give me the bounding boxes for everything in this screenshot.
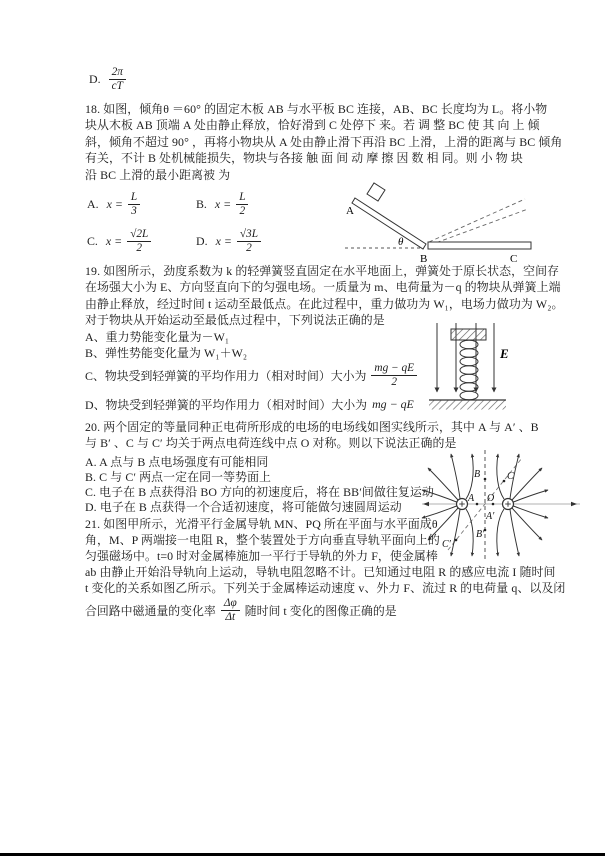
q18-option-a-fraction bbox=[128, 191, 140, 219]
q18-option-b bbox=[196, 191, 248, 219]
q21-last-line-post: 随时间 t 变化的图像正确的是 bbox=[244, 604, 397, 619]
q18-line-4: 有关，不计 B 处机械能损失，物块与各接 触 面 间 动 摩 擦 因 数 相 同。则 小 物 块 bbox=[85, 151, 523, 165]
label-a: A bbox=[346, 205, 354, 217]
label-c-prime: C′ bbox=[442, 539, 451, 550]
q19-line-1: 19. 如图所示，劲度系数为 k 的轻弹簧竖直固定在水平地面上，弹簧处于原长状态，空间存 bbox=[85, 264, 560, 278]
q18-option-a-eq: x = bbox=[106, 197, 123, 212]
q19-line-3: 由静止释放，经过时间 t 运动至最低点。在此过程中，重力做功为 W₁，电场力做功为 W₂。 bbox=[85, 297, 564, 311]
q19-option-c bbox=[85, 362, 417, 390]
q21-line-3: 匀强磁场中。t=0 时对金属棒施加一平行于导轨的外力 F，使金属棒 bbox=[85, 549, 438, 563]
q18-option-c bbox=[87, 228, 151, 256]
tilted-bc-dashed-lines bbox=[429, 199, 528, 245]
q18-option-d-fraction bbox=[237, 228, 261, 256]
q19-option-d-text: D、物块受到轻弹簧的平均作用力（相对时间）大小为 bbox=[85, 398, 368, 412]
q18-option-d-eq: x = bbox=[215, 234, 232, 249]
q19-option-a: A、重力势能变化量为－W₁ bbox=[85, 330, 230, 344]
fraction-numerator: 2π bbox=[109, 66, 126, 80]
q19-option-c-fraction bbox=[371, 362, 417, 390]
label-o: O bbox=[487, 493, 495, 504]
prev-option-d-fraction bbox=[109, 66, 126, 94]
q18-option-d-label: D. bbox=[196, 234, 208, 249]
q21-line-4: ab 由静止开始沿导轨向上运动，导轨电阻忽略不计。已知通过电阻 R 的感应电流 I 随时间 bbox=[85, 565, 556, 579]
label-b: B bbox=[420, 253, 428, 264]
label-theta: θ bbox=[398, 236, 404, 248]
positive-charge-left bbox=[457, 499, 468, 510]
q20-field-lines-diagram bbox=[420, 446, 585, 564]
q21-last-line-pre: 合回路中磁通量的变化率 bbox=[85, 604, 216, 619]
q21-line-1: 21. 如图甲所示，光滑平行金属导轨 MN、PQ 所在平面与水平面成θ bbox=[85, 517, 438, 531]
positive-charge-right bbox=[503, 499, 514, 510]
q19-line-2: 在场强大小为 E、方向竖直向下的匀强电场。一质量为 m、电荷量为－q 的物块从弹簧上端 bbox=[85, 280, 561, 294]
fraction-denominator: Δt bbox=[225, 611, 236, 624]
horizontal-plank-bc bbox=[428, 242, 531, 249]
q18-option-c-eq: x = bbox=[105, 234, 123, 249]
label-c: C bbox=[510, 253, 518, 264]
fraction-numerator: √2L bbox=[127, 228, 151, 242]
q20-option-b: B. C 与 C′ 两点一定在同一等势面上 bbox=[85, 470, 272, 484]
q18-option-a-label: A. bbox=[87, 197, 99, 212]
fraction-numerator: L bbox=[128, 191, 140, 205]
q19-option-c-text: C、物块受到轻弹簧的平均作用力（相对时间）大小为 bbox=[85, 369, 367, 384]
fraction-denominator: 2 bbox=[136, 242, 143, 255]
ground-hatch bbox=[429, 401, 506, 410]
block-on-incline bbox=[367, 183, 385, 201]
q18-option-c-label: C. bbox=[87, 234, 98, 249]
prev-option-d-label: D. bbox=[89, 72, 101, 87]
label-b-prime: B′ bbox=[476, 529, 485, 540]
q21-line-2: 角，M、P 两端接一电阻 R，整个装置处于方向垂直导轨平面向上的 bbox=[85, 533, 440, 547]
fraction-numerator: Δφ bbox=[221, 597, 240, 611]
q18-line-3: 斜，倾角不超过 90° ，再将小物块从 A 处由静止滑下再沿 BC 上滑，上滑的距离与 BC 倾角 bbox=[85, 135, 563, 149]
prev-option-d bbox=[89, 66, 126, 94]
q18-line-1: 18. 如图，倾角θ ＝60° 的固定木板 AB 与水平板 BC 连接，AB、BC 长度均为 L。将小物 bbox=[85, 102, 548, 116]
q19-option-b: B、弹性势能变化量为 W₁＋W₂ bbox=[85, 346, 248, 360]
q18-option-d bbox=[196, 228, 261, 256]
axis-arrow-right bbox=[571, 502, 577, 506]
label-b: B bbox=[474, 469, 481, 480]
fraction-numerator: √3L bbox=[237, 228, 261, 242]
incline-plank bbox=[352, 198, 426, 249]
block-on-spring bbox=[451, 329, 486, 340]
fraction-denominator: cT bbox=[111, 80, 123, 93]
q21-flux-rate-fraction bbox=[221, 597, 240, 625]
q19-option-d bbox=[85, 396, 414, 413]
q21-line-5: t 变化的关系如图乙所示。下列关于金属棒运动速度 v、外力 F、流过 R 的电荷量 q、以及闭 bbox=[85, 581, 566, 595]
field-lines bbox=[422, 454, 548, 556]
q18-incline-diagram bbox=[343, 182, 535, 264]
spring-coil bbox=[460, 340, 478, 400]
label-a-prime: A′ bbox=[486, 511, 495, 522]
q20-line-1: 20. 两个固定的等量同种正电荷所形成的电场的电场线如图实线所示，其中 A 与 A′ 、B bbox=[85, 420, 539, 434]
fraction-numerator: mg − qE bbox=[371, 362, 417, 376]
q18-option-b-label: B. bbox=[196, 197, 207, 212]
label-a: A bbox=[468, 493, 475, 504]
q20-line-2: 与 B′ 、C 与 C′ 均关于两点电荷连线中点 O 对称。则以下说法正确的是 bbox=[85, 436, 457, 450]
q20-option-c: C. 电子在 B 点获得沿 BO 方向的初速度后，将在 BB′间做往复运动 bbox=[85, 485, 434, 499]
fraction-denominator: 2 bbox=[391, 376, 398, 389]
q20-option-d: D. 电子在 B 点获得一个合适初速度，将可能做匀速圆周运动 bbox=[85, 500, 402, 514]
axis-arrow-left bbox=[423, 502, 429, 506]
q19-spring-diagram bbox=[424, 318, 516, 414]
q18-line-2: 块从木板 AB 顶端 A 处由静止释放，恰好滑到 C 处停下 来。若 调 整 BC 使 其 向 上 倾 bbox=[85, 118, 540, 132]
q18-option-b-eq: x = bbox=[214, 197, 232, 212]
q21-last-line bbox=[85, 597, 397, 625]
q19-line-4: 对于物块从开始运动至最低点过程中，下列说法正确的是 bbox=[85, 313, 385, 327]
q18-option-b-fraction bbox=[236, 191, 248, 219]
q20-option-a: A. A 点与 B 点电场强度有可能相同 bbox=[85, 455, 269, 469]
fraction-numerator: L bbox=[236, 191, 248, 205]
fraction-denominator: 2 bbox=[246, 242, 252, 255]
q18-option-a bbox=[87, 191, 140, 219]
q18-option-c-fraction bbox=[127, 228, 151, 256]
fraction-denominator: 3 bbox=[131, 205, 137, 218]
q19-option-d-expr: mg − qE bbox=[372, 397, 414, 411]
label-c: C bbox=[507, 471, 514, 482]
label-e-field: E bbox=[500, 346, 509, 361]
fraction-denominator: 2 bbox=[239, 205, 246, 218]
q18-line-5: 沿 BC 上滑的最小距离被 为 bbox=[85, 168, 231, 182]
